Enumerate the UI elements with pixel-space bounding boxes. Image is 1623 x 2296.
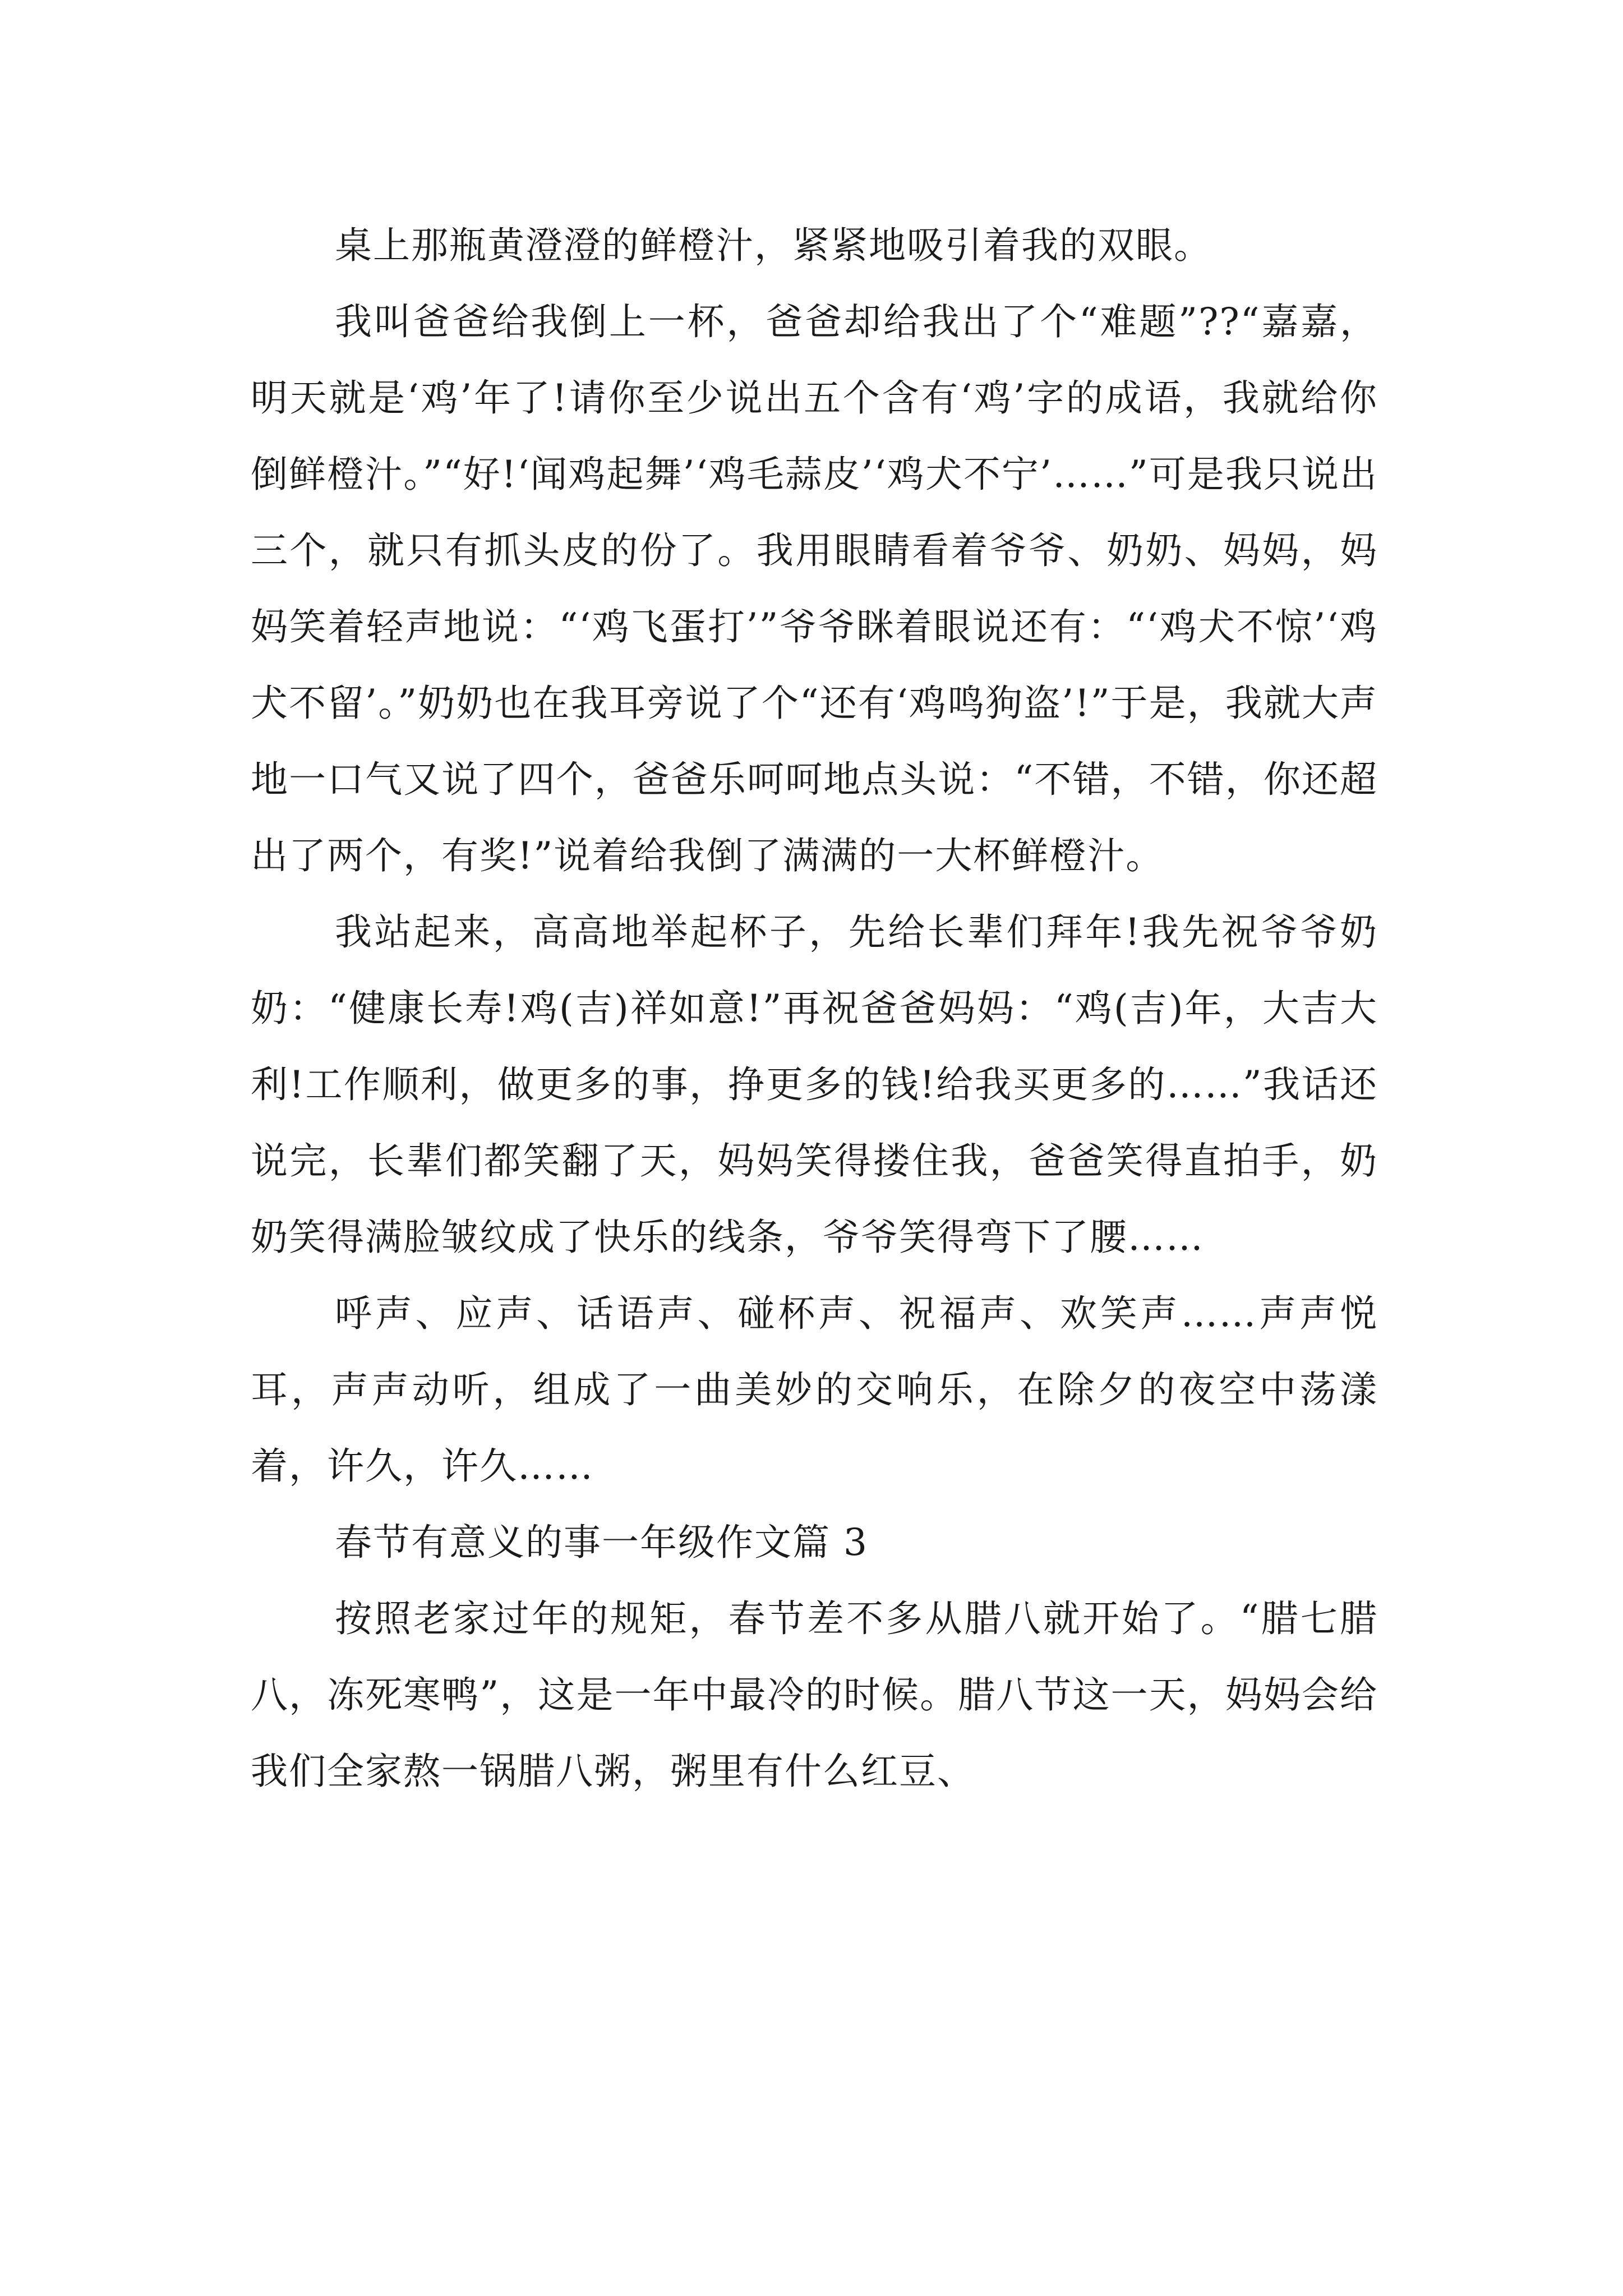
paragraph-3: 我站起来，高高地举起杯子，先给长辈们拜年!我先祝爷爷奶奶：“健康长寿!鸡(吉)祥如意!”再祝爸爸妈妈：“鸡(吉)年，大吉大利!工作顺利，做更多的事，挣更多的钱!给我买更多的……”我话还说完，长辈们都笑翻了天，妈妈笑得搂住我，爸爸笑得直拍手，奶奶笑得满脸皱纹成了快乐的线条，爷爷笑得弯下了腰…… [251, 910, 1378, 1259]
paragraph-4: 呼声、应声、话语声、碰杯声、祝福声、欢笑声……声声悦耳，声声动听，组成了一曲美妙的交响乐，在除夕的夜空中荡漾着，许久，许久…… [251, 1292, 1378, 1488]
section-paragraph-1: 按照老家过年的规矩，春节差不多从腊八就开始了。“腊七腊八，冻死寒鸭”，这是一年中最冷的时候。腊八节这一天，妈妈会给我们全家熬一锅腊八粥，粥里有什么红豆、 [251, 1597, 1378, 1793]
section-heading: 春节有意义的事一年级作文篇 3 [335, 1521, 868, 1564]
document-body [251, 208, 1378, 1810]
paragraph-1: 桌上那瓶黄澄澄的鲜橙汁，紧紧地吸引着我的双眼。 [335, 224, 1212, 267]
paragraph-2: 我叫爸爸给我倒上一杯，爸爸却给我出了个“难题”??“嘉嘉，明天就是‘鸡’年了!请你至少说出五个含有‘鸡’字的成语，我就给你倒鲜橙汁。”“好!‘闻鸡起舞’‘鸡毛蒜皮’‘鸡犬不宁’……”可是我只说出三个，就只有抓头皮的份了。我用眼睛看着爷爷、奶奶、妈妈，妈妈笑着轻声地说：“‘鸡飞蛋打’”爷爷眯着眼说还有：“‘鸡犬不惊’‘鸡犬不留’。”奶奶也在我耳旁说了个“还有‘鸡鸣狗盗’!”于是，我就大声地一口气又说了四个，爸爸乐呵呵地点头说：“不错，不错，你还超出了两个，有奖!”说着给我倒了满满的一大杯鲜橙汁。 [251, 300, 1378, 877]
